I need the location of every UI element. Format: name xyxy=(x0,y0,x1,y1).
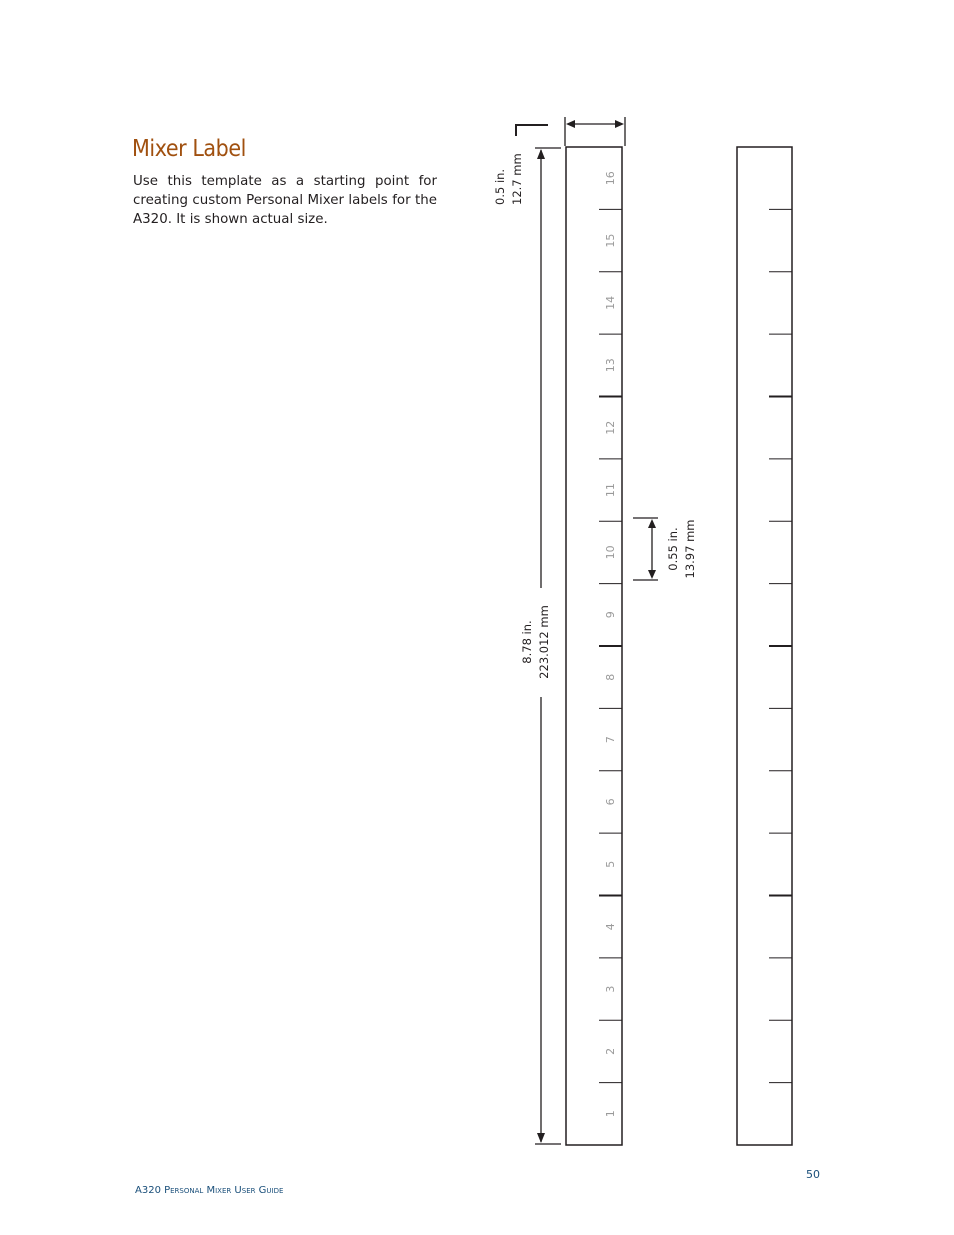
channel-number: 16 xyxy=(604,171,617,186)
channel-number: 3 xyxy=(604,985,617,993)
channel-number: 11 xyxy=(604,483,617,498)
page-title: Mixer Label xyxy=(132,136,246,162)
channel-number: 1 xyxy=(604,1110,617,1118)
width-mm-label: 12.7 mm xyxy=(510,153,524,205)
pitch-inches-label: 0.55 in. xyxy=(666,527,680,571)
channel-number: 2 xyxy=(604,1047,617,1055)
page-number: 50 xyxy=(806,1168,820,1181)
blank-strip-dividers xyxy=(769,209,792,1082)
channel-number: 10 xyxy=(604,545,617,560)
channel-number: 6 xyxy=(604,798,617,806)
channel-number: 12 xyxy=(604,420,617,435)
channel-number: 4 xyxy=(604,923,617,931)
channel-number: 8 xyxy=(604,673,617,681)
length-inches-label: 8.78 in. xyxy=(520,620,534,664)
channel-number: 14 xyxy=(604,295,617,310)
channel-number: 13 xyxy=(604,358,617,373)
channel-number: 9 xyxy=(604,611,617,619)
numbered-strip-dividers xyxy=(599,209,622,1082)
width-dimension xyxy=(516,117,625,146)
channel-number: 15 xyxy=(604,233,617,248)
channel-numbers xyxy=(604,171,617,1117)
width-inches-label: 0.5 in. xyxy=(493,168,507,205)
pitch-mm-label: 13.97 mm xyxy=(683,519,697,579)
footer-guide-title: A320 Personal Mixer User Guide xyxy=(135,1185,284,1196)
length-mm-label: 223.012 mm xyxy=(537,605,551,679)
intro-paragraph: Use this template as a starting point for creating custom Personal Mixer labels for the A320. It is shown actual size. xyxy=(133,174,437,227)
channel-number: 5 xyxy=(604,860,617,868)
channel-number: 7 xyxy=(604,736,617,744)
